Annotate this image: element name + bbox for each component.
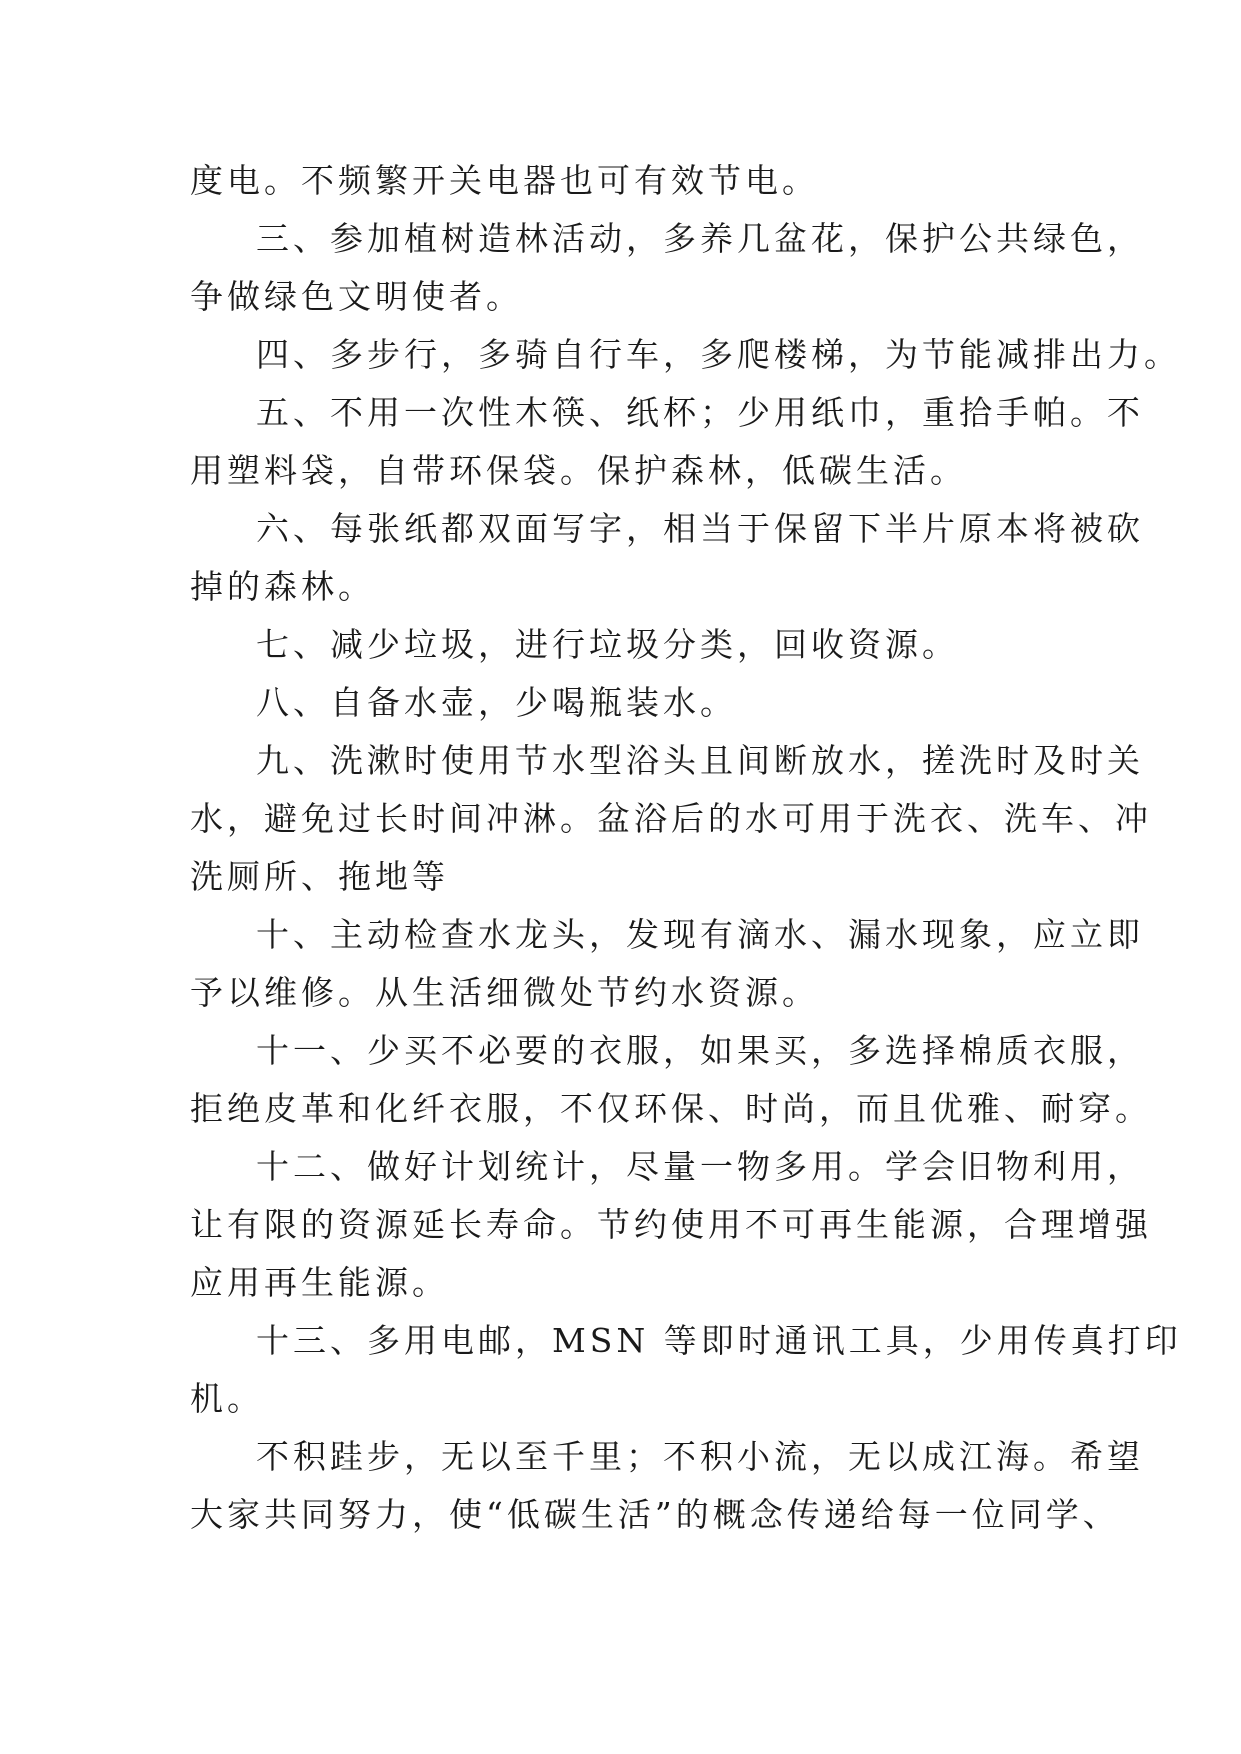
- text-line: 掉的森林。: [190, 567, 375, 606]
- text-line: 九、洗漱时使用节水型浴头且间断放水，搓洗时及时关: [256, 741, 1144, 780]
- text-line: 拒绝皮革和化纤衣服，不仅环保、时尚，而且优雅、耐穿。: [190, 1089, 1152, 1128]
- text-line: 十二、做好计划统计，尽量一物多用。学会旧物利用，: [256, 1147, 1144, 1186]
- text-line: 争做绿色文明使者。: [190, 277, 523, 316]
- text-line: 应用再生能源。: [190, 1263, 449, 1302]
- text-line: 十一、少买不必要的衣服，如果买，多选择棉质衣服，: [256, 1031, 1144, 1070]
- text-line: 三、参加植树造林活动，多养几盆花，保护公共绿色，: [256, 219, 1144, 258]
- text-line: 十三、多用电邮，MSN 等即时通讯工具，少用传真打印: [256, 1321, 1182, 1360]
- text-line: 度电。不频繁开关电器也可有效节电。: [190, 161, 819, 200]
- text-line: 六、每张纸都双面写字，相当于保留下半片原本将被砍: [256, 509, 1144, 548]
- text-line: 五、不用一次性木筷、纸杯；少用纸巾，重拾手帕。不: [256, 393, 1144, 432]
- text-line: 洗厕所、拖地等: [190, 857, 449, 896]
- text-line: 七、减少垃圾，进行垃圾分类，回收资源。: [256, 625, 959, 664]
- text-line: 十、主动检查水龙头，发现有滴水、漏水现象，应立即: [256, 915, 1144, 954]
- text-line: 四、多步行，多骑自行车，多爬楼梯，为节能减排出力。: [256, 335, 1181, 374]
- text-line: 予以维修。从生活细微处节约水资源。: [190, 973, 819, 1012]
- text-line: 机。: [190, 1379, 264, 1418]
- text-line: 用塑料袋，自带环保袋。保护森林，低碳生活。: [190, 451, 967, 490]
- text-line: 不积跬步，无以至千里；不积小流，无以成江海。希望: [256, 1437, 1144, 1476]
- text-line: 大家共同努力，使“低碳生活”的概念传递给每一位同学、: [190, 1495, 1120, 1534]
- text-line: 八、自备水壶，少喝瓶装水。: [256, 683, 737, 722]
- text-line: 让有限的资源延长寿命。节约使用不可再生能源，合理增强: [190, 1205, 1152, 1244]
- document-body: [190, 152, 1182, 1544]
- text-line: 水，避免过长时间冲淋。盆浴后的水可用于洗衣、洗车、冲: [190, 799, 1152, 838]
